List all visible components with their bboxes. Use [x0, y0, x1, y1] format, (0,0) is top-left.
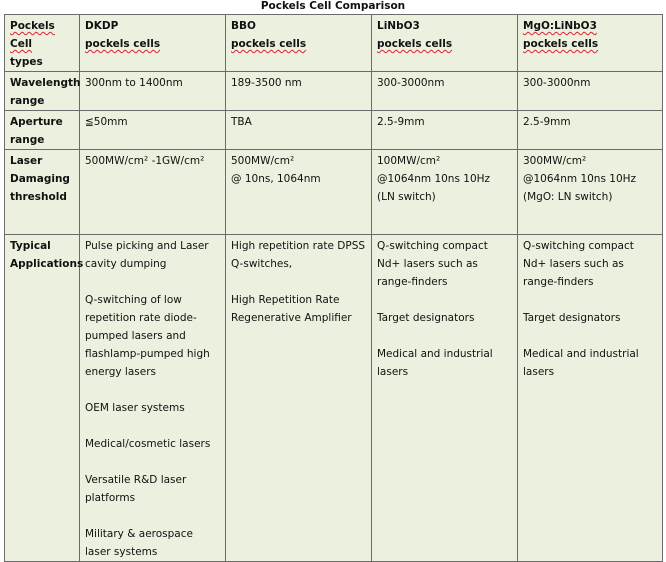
wavelength-bbo: 189-3500 nm — [226, 72, 372, 111]
wavelength-dkdp: 300nm to 1400nm — [80, 72, 226, 111]
aperture-dkdp: ≦50mm — [80, 111, 226, 150]
list-item: Q-switching compact Nd+ lasers such as range-finders — [523, 240, 634, 288]
row-label-aperture — [5, 111, 80, 150]
row-label-applications-line1: Typical — [10, 240, 51, 252]
header-linbo3 — [372, 15, 518, 72]
aperture-linbo3: 2.5-9mm — [372, 111, 518, 150]
list-item: OEM laser systems — [85, 402, 185, 414]
damage-mgo-line1: 300MW/cm² — [523, 155, 587, 167]
damage-bbo-line2: @ 10ns, 1064nm — [231, 173, 321, 185]
damage-linbo3-line2: @1064nm 10ns 10Hz — [377, 173, 491, 185]
header-corner-cell — [5, 15, 80, 72]
list-item: Q-switching compact Nd+ lasers such as range-finders — [377, 240, 488, 288]
header-dkdp-name: DKDP — [85, 20, 119, 32]
header-dkdp-sub: pockels cells — [85, 38, 161, 50]
list-item: Military & aerospace laser systems — [85, 528, 193, 558]
row-label-wavelength-line2: range — [10, 95, 45, 107]
damage-mgo — [518, 150, 663, 235]
row-label-wavelength-line1: Wavelength — [10, 77, 81, 89]
row-label-wavelength — [5, 72, 80, 111]
header-linbo3-name: LiNbO3 — [377, 20, 420, 32]
applications-dkdp — [80, 235, 226, 562]
comparison-table — [4, 14, 663, 562]
damage-linbo3-line1: 100MW/cm² — [377, 155, 441, 167]
table-row-damage — [5, 150, 663, 235]
row-label-aperture-line1: Aperture — [10, 116, 63, 128]
row-label-applications-line2: Applications — [10, 258, 84, 270]
wavelength-linbo3: 300-3000nm — [372, 72, 518, 111]
table-row-applications — [5, 235, 663, 562]
aperture-bbo: TBA — [226, 111, 372, 150]
table-row-aperture — [5, 111, 663, 150]
row-label-damage-line3: threshold — [10, 191, 67, 203]
damage-dkdp: 500MW/cm² -1GW/cm² — [80, 150, 226, 235]
list-item: Versatile R&D laser platforms — [85, 474, 187, 504]
table-row-wavelength — [5, 72, 663, 111]
applications-bbo — [226, 235, 372, 562]
header-dkdp — [80, 15, 226, 72]
row-label-damage-line1: Laser — [10, 155, 43, 167]
header-bbo-name: BBO — [231, 20, 256, 32]
list-item: Medical/cosmetic lasers — [85, 438, 211, 450]
header-label-line2: types — [10, 56, 43, 68]
header-mgo-sub: pockels cells — [523, 38, 599, 50]
list-item: Target designators — [377, 312, 475, 324]
aperture-mgo: 2.5-9mm — [518, 111, 663, 150]
list-item: High Repetition Rate Regenerative Amplifier — [231, 294, 352, 324]
list-item: Medical and industrial lasers — [377, 348, 493, 378]
damage-linbo3-line3: (LN switch) — [377, 191, 436, 203]
header-mgo-name: MgO:LiNbO3 — [523, 20, 597, 32]
list-item: Q-switching of low repetition rate diode-pumped lasers and flashlamp-pumped high energy lasers — [85, 294, 210, 378]
damage-bbo-line1: 500MW/cm² — [231, 155, 295, 167]
header-linbo3-sub: pockels cells — [377, 38, 453, 50]
damage-mgo-line2: @1064nm 10ns 10Hz — [523, 173, 637, 185]
applications-linbo3 — [372, 235, 518, 562]
damage-linbo3 — [372, 150, 518, 235]
list-item: Target designators — [523, 312, 621, 324]
header-row — [5, 15, 663, 72]
row-label-aperture-line2: range — [10, 134, 45, 146]
row-label-damage — [5, 150, 80, 235]
damage-bbo — [226, 150, 372, 235]
damage-mgo-line3: (MgO: LN switch) — [523, 191, 613, 203]
header-bbo-sub: pockels cells — [231, 38, 307, 50]
applications-mgo — [518, 235, 663, 562]
header-label-line1: Pockels Cell — [10, 20, 55, 50]
list-item: Pulse picking and Laser cavity dumping — [85, 240, 209, 270]
header-bbo — [226, 15, 372, 72]
page-title: Pockels Cell Comparison — [260, 0, 406, 12]
wavelength-mgo: 300-3000nm — [518, 72, 663, 111]
list-item: High repetition rate DPSS Q-switches, — [231, 240, 366, 270]
row-label-damage-line2: Damaging — [10, 173, 70, 185]
list-item: Medical and industrial lasers — [523, 348, 639, 378]
header-mgo — [518, 15, 663, 72]
row-label-applications — [5, 235, 84, 562]
